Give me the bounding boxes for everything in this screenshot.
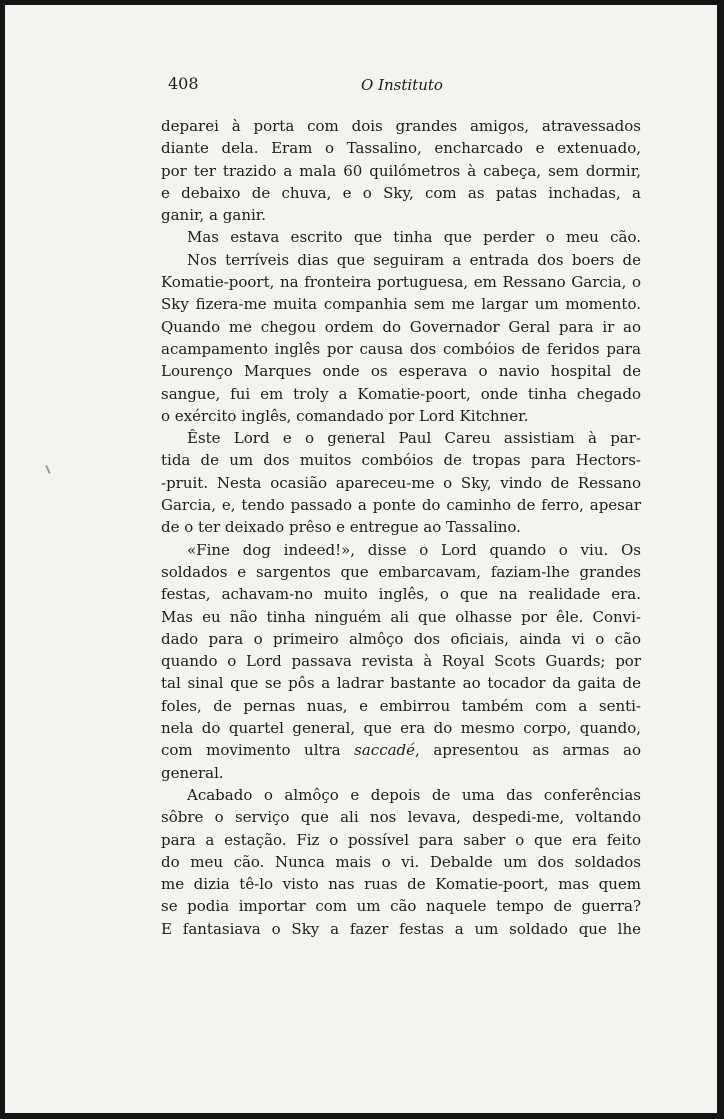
body-text: [161, 115, 641, 940]
text-line: festas, achavam-no muito inglês, o que na realidade era.: [161, 585, 641, 604]
page-number: 408: [168, 74, 199, 93]
text-line: ganir, a ganir.: [161, 206, 267, 225]
text-line: Êste Lord e o general Paul Careu assistiam à par-: [187, 429, 641, 448]
text-line: se podia importar com um cão naquele tempo de guerra?: [161, 897, 641, 916]
text-line: Quando me chegou ordem do Governador Geral para ir ao: [161, 317, 641, 336]
text-line: tal sinal que se pôs a ladrar bastante ao tocador da gaita de: [161, 674, 641, 693]
text-line: sôbre o serviço que ali nos levava, despedi-me, voltando: [161, 808, 641, 827]
text-line: E fantasiava o Sky a fazer festas a um soldado que lhe: [161, 919, 641, 938]
text-line: «Fine dog indeed!», disse o Lord quando o viu. Os: [187, 540, 641, 559]
text-line: foles, de pernas nuas, e embirrou também com a senti-: [161, 696, 641, 715]
text-line-with-italic: [161, 739, 641, 761]
text-segment: com movimento ultra: [161, 741, 341, 760]
text-line: de o ter deixado prêso e entregue ao Tassalino.: [161, 518, 521, 537]
text-line: para a estação. Fiz o possível para saber o que era feito: [161, 830, 641, 849]
text-line: quando o Lord passava revista à Royal Scots Guards; por: [161, 652, 641, 671]
text-line: deparei à porta com dois grandes amigos, atravessados: [161, 117, 641, 135]
text-line: tida de um dos muitos combóios de tropas para Hectors-: [161, 451, 641, 470]
text-line: nela do quartel general, que era do mesmo corpo, quando,: [161, 719, 641, 738]
text-line: o exército inglês, comandado por Lord Kitchner.: [161, 406, 529, 425]
text-line: por ter trazido a mala 60 quilómetros à cabeça, sem dormir,: [161, 161, 641, 180]
text-line: Acabado o almôço e depois de uma das conferências: [187, 785, 641, 804]
text-line: sangue, fui em troly a Komatie-poort, onde tinha chegado: [161, 384, 641, 403]
text-line: Garcia, e, tendo passado a ponte do caminho de ferro, apesar: [161, 496, 641, 515]
text-line: diante dela. Eram o Tassalino, encharcado e extenuado,: [161, 139, 641, 158]
text-line: soldados e sargentos que embarcavam, faziam-lhe grandes: [161, 562, 641, 581]
running-title: O Instituto: [361, 76, 443, 94]
text-line: e debaixo de chuva, e o Sky, com as patas inchadas, a: [161, 183, 641, 202]
text-line: acampamento inglês por causa dos combóios de feridos para: [161, 339, 641, 358]
text-line: Sky fizera-me muita companhia sem me largar um momento.: [161, 295, 641, 314]
book-page: [5, 5, 717, 1113]
text-line: dado para o primeiro almôço dos oficiais, ainda vi o cão: [161, 629, 641, 648]
text-line: general.: [161, 763, 224, 782]
text-line: Mas eu não tinha ninguém ali que olhasse por êle. Convi-: [161, 607, 641, 626]
text-line: Komatie-poort, na fronteira portuguesa, em Ressano Garcia, o: [161, 273, 641, 292]
text-line: do meu cão. Nunca mais o vi. Debalde um dos soldados: [161, 852, 641, 871]
text-segment: , apresentou as armas ao: [415, 741, 641, 760]
text-line: -pruit. Nesta ocasião apareceu-me o Sky, vindo de Ressano: [161, 473, 641, 492]
italic-term: saccadé: [354, 741, 416, 760]
margin-mark: [45, 465, 51, 474]
text-line: me dizia tê-lo visto nas ruas de Komatie-poort, mas quem: [161, 875, 641, 894]
text-line: Nos terríveis dias que seguiram a entrada dos boers de: [187, 250, 641, 269]
text-line: Mas estava escrito que tinha que perder o meu cão.: [187, 228, 641, 247]
text-line: Lourenço Marques onde os esperava o navio hospital de: [161, 362, 641, 381]
page-header: [5, 72, 717, 102]
